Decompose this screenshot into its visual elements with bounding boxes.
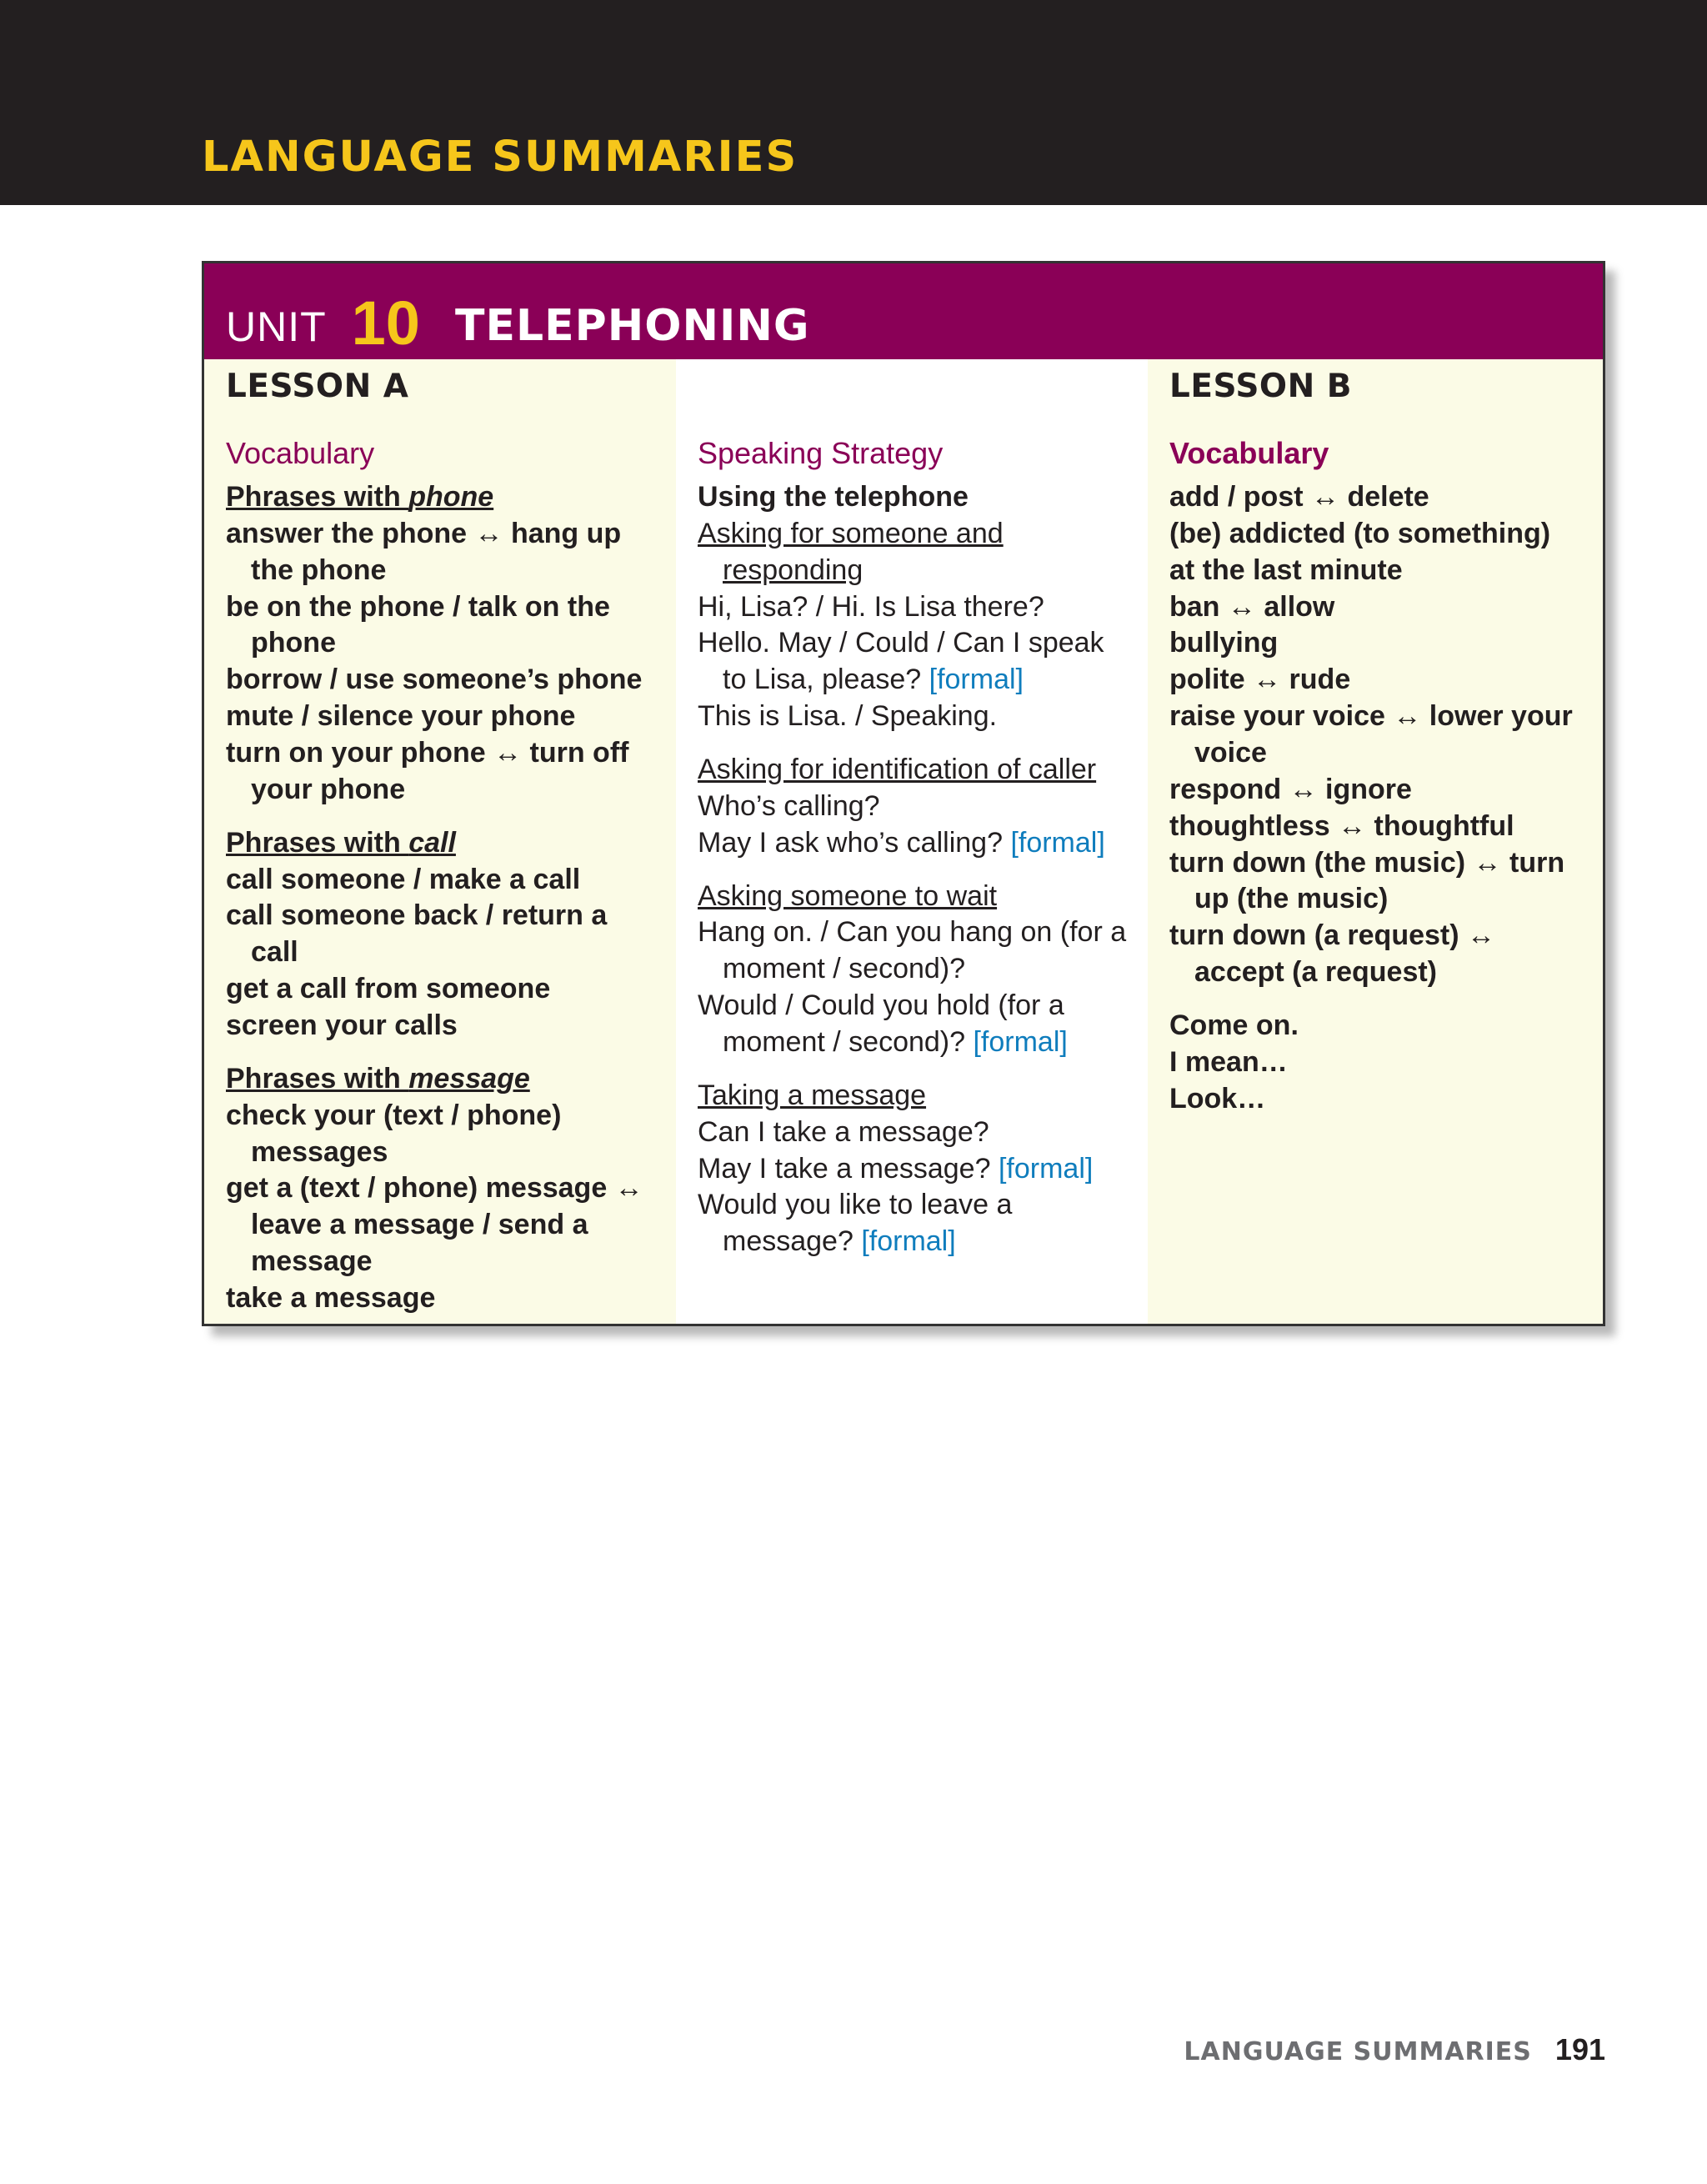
phrases-phone-heading: [226, 479, 659, 516]
unit-word: UNIT: [226, 303, 327, 350]
formal-tag: [formal]: [929, 664, 1024, 696]
list-item: get a (text / phone) message ↔ leave a message / send a message: [226, 1172, 643, 1278]
phrase-object: (the music): [1229, 883, 1389, 915]
lesson-a-column: [204, 359, 676, 1326]
phrase-text: Would you like to leave a message?: [698, 1189, 1013, 1258]
list-item: [698, 1187, 1131, 1260]
phrase-bold: turn up: [1194, 846, 1565, 915]
asking-to-wait-list: [698, 879, 1131, 1061]
list-item: Hang on. / Can you hang on (for a moment / second)?: [698, 916, 1127, 985]
list-item: raise your voice ↔ lower your voice: [1169, 700, 1573, 769]
page-number: 191: [1554, 2032, 1605, 2066]
list-item: [698, 625, 1131, 699]
phrases-message-prefix: Phrases with: [226, 1062, 409, 1095]
phrase-text: Would / Could you hold (for a moment / second)?: [698, 989, 1064, 1059]
asking-to-wait-title: Asking someone to wait: [698, 879, 998, 912]
list-item: mute / silence your phone: [226, 700, 576, 733]
list-item: get a call from someone: [226, 973, 551, 1005]
formal-tag: [formal]: [973, 1026, 1068, 1059]
list-item: call someone / make a call: [226, 863, 581, 895]
list-item: borrow / use someone’s phone: [226, 664, 643, 696]
unit-header: [204, 263, 1603, 359]
banner-title: LANGUAGE SUMMARIES: [202, 133, 798, 182]
list-item: I mean…: [1169, 1045, 1288, 1078]
list-item: [1169, 845, 1586, 919]
list-item: answer the phone ↔ hang up the phone: [226, 517, 622, 586]
phrase-bold: turn down: [1169, 846, 1307, 879]
list-item: Who’s calling?: [698, 789, 880, 822]
unit-number: 10: [351, 288, 420, 358]
list-item: [698, 988, 1131, 1061]
phrase-text: May I take a message?: [698, 1152, 991, 1185]
list-item: at the last minute: [1169, 554, 1403, 586]
list-item: Hi, Lisa? / Hi. Is Lisa there?: [698, 590, 1044, 623]
list-item: bullying: [1169, 627, 1279, 659]
phrases-phone-word: phone: [408, 480, 494, 513]
phrases-message-list: [226, 1098, 659, 1317]
expressions-list: [1169, 1008, 1586, 1118]
page-footer: [1184, 2032, 1605, 2067]
list-item: respond ↔ ignore: [1169, 773, 1412, 805]
columns: [204, 359, 1603, 1326]
phrases-call-heading: [226, 825, 659, 862]
phrases-call-list: [226, 862, 659, 1044]
list-item: This is Lisa. / Speaking.: [698, 700, 998, 733]
list-item: be on the phone / talk on the phone: [226, 590, 610, 659]
list-item: check your (text / phone) messages: [226, 1099, 562, 1168]
speaking-strategy-column: [676, 359, 1148, 1326]
phrase-object: (a request): [1284, 956, 1437, 989]
phrases-message-heading: [226, 1061, 659, 1098]
lesson-b-vocab-list: [1169, 479, 1586, 991]
list-item: [1169, 918, 1586, 991]
phrases-call-prefix: Phrases with: [226, 826, 409, 859]
list-item: ban ↔ allow: [1169, 590, 1335, 623]
top-banner: [0, 0, 1707, 205]
formal-tag: [formal]: [861, 1225, 956, 1258]
list-item: Come on.: [1169, 1009, 1299, 1042]
speaking-section-title: Speaking Strategy: [698, 435, 944, 470]
lesson-b-heading: LESSON B: [1169, 368, 1353, 405]
lesson-a-section-title: Vocabulary: [226, 435, 375, 470]
lesson-b-column: [1148, 359, 1603, 1326]
list-item: take a message: [226, 1282, 436, 1315]
phrase-object: (the music) ↔: [1306, 846, 1509, 879]
unit-title: TELEPHONING: [454, 301, 810, 351]
list-item: call someone back / return a call: [226, 899, 608, 969]
footer-label: LANGUAGE SUMMARIES: [1184, 2037, 1532, 2066]
list-item: Can I take a message?: [698, 1115, 989, 1148]
phrase-bold: accept: [1194, 956, 1284, 989]
identification-list: [698, 752, 1131, 862]
list-item: (be) addicted (to something): [1169, 517, 1551, 549]
asking-for-someone-list: [698, 516, 1131, 735]
formal-tag: [formal]: [998, 1152, 1094, 1185]
phrase-bold: turn down: [1169, 919, 1307, 952]
lesson-a-heading: LESSON A: [226, 368, 409, 405]
asking-for-someone-title: Asking for someone and responding: [698, 517, 1004, 586]
phrases-phone-prefix: Phrases with: [226, 480, 409, 513]
unit-summary-box: [202, 261, 1605, 1326]
phrase-object: (a request) ↔: [1306, 919, 1496, 952]
list-item: thoughtless ↔ thoughtful: [1169, 809, 1514, 842]
phrase-text: May I ask who’s calling?: [698, 826, 1003, 859]
list-item: [698, 1151, 1131, 1188]
identification-title: Asking for identification of caller: [698, 754, 1097, 785]
phrases-message-word: message: [408, 1062, 530, 1095]
speaking-heading: Using the telephone: [698, 480, 969, 513]
phrases-phone-list: [226, 516, 659, 809]
list-item: screen your calls: [226, 1009, 458, 1042]
list-item: polite ↔ rude: [1169, 664, 1351, 696]
lesson-b-section-title: Vocabulary: [1169, 435, 1329, 470]
formal-tag: [formal]: [1010, 826, 1105, 859]
taking-message-title: Taking a message: [698, 1079, 927, 1111]
list-item: Look…: [1169, 1082, 1266, 1115]
phrase-text: Hello. May / Could / Can I speak to Lisa, please?: [698, 627, 1104, 696]
list-item: add / post ↔ delete: [1169, 480, 1429, 513]
taking-message-list: [698, 1078, 1131, 1260]
list-item: [698, 825, 1131, 862]
list-item: turn on your phone ↔ turn off your phone: [226, 737, 629, 805]
phrases-call-word: call: [408, 826, 456, 859]
